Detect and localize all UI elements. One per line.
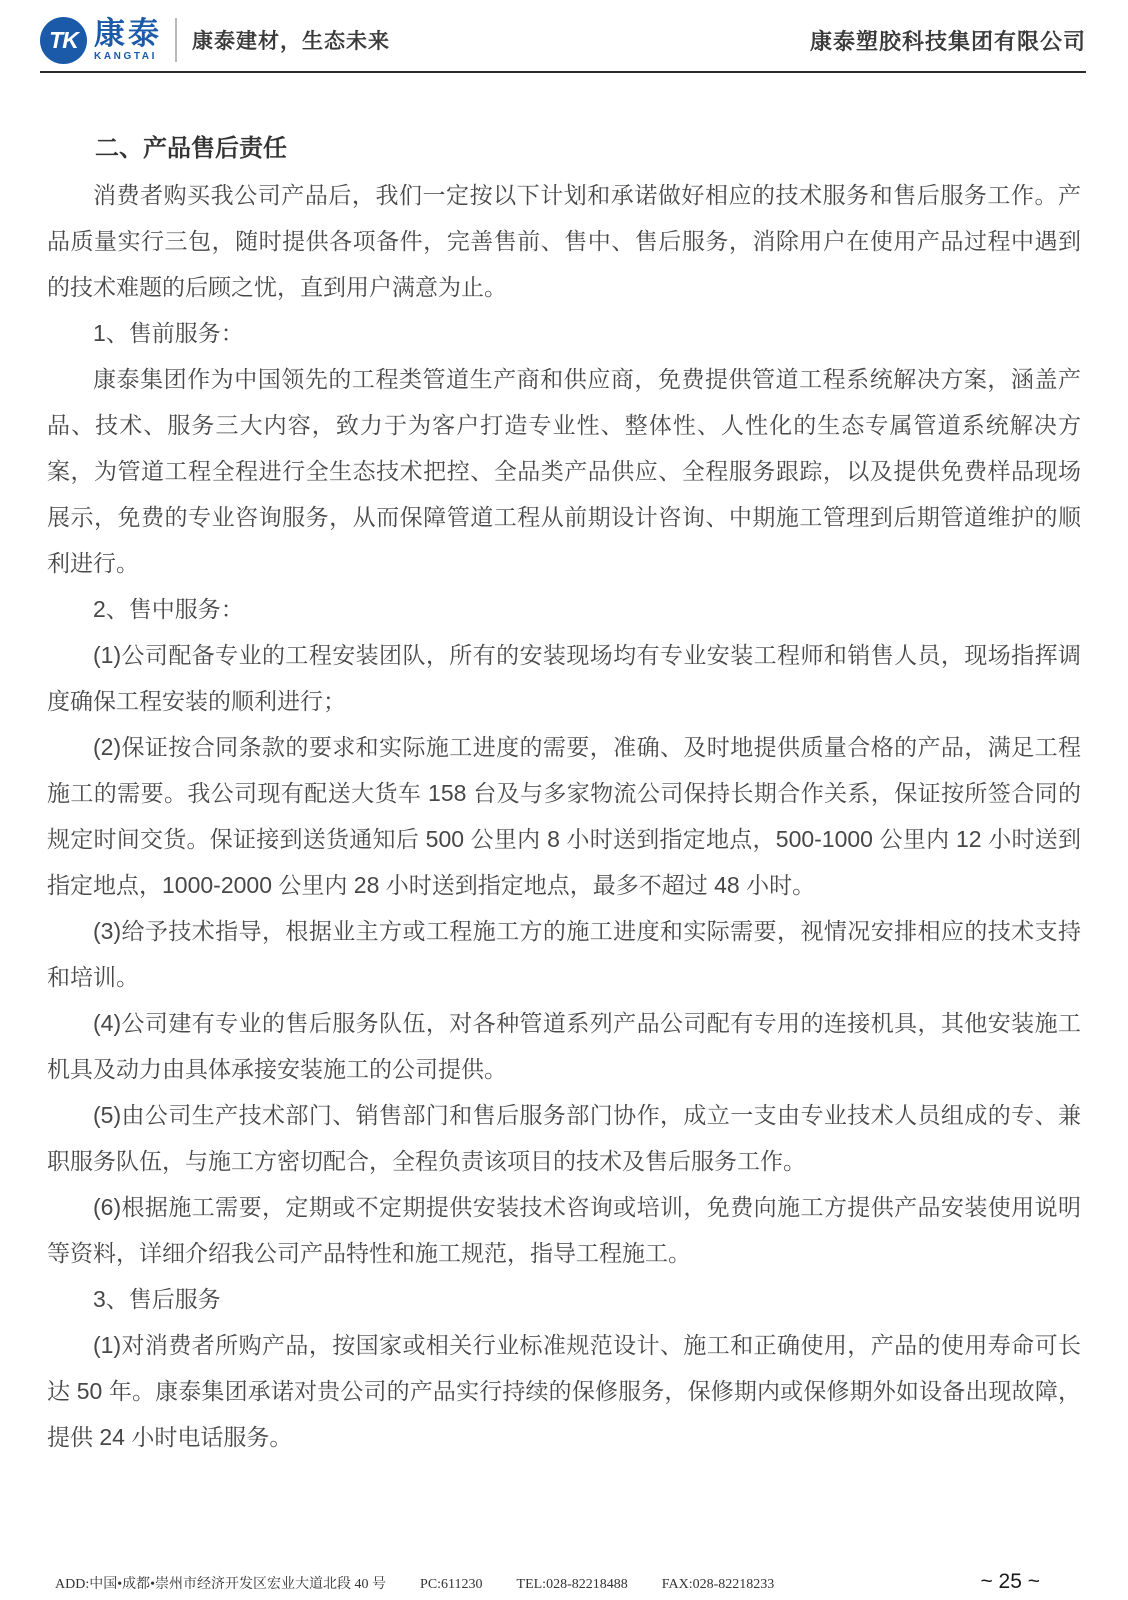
company-name: 康泰塑胶科技集团有限公司 xyxy=(809,28,1086,54)
brand-name-cn: 康泰 xyxy=(94,16,162,51)
section-subheading: 1、售前服务： xyxy=(93,320,244,346)
paragraph: (4)公司建有专业的售后服务队伍，对各种管道系列产品公司配有专用的连接机具，其他安装施工机具及动力由具体承接安装施工的公司提供。 xyxy=(47,1010,1081,1082)
section-subheading: 3、售后服务 xyxy=(93,1286,221,1312)
footer-fax: FAX:028-82218233 xyxy=(661,1577,775,1592)
paragraph: (5)由公司生产技术部门、销售部门和售后服务部门协作，成立一支由专业技术人员组成的专、兼职服务队伍，与施工方密切配合，全程负责该项目的技术及售后服务工作。 xyxy=(47,1102,1081,1174)
logo-monogram-icon xyxy=(40,17,87,64)
section-heading: 二、产品售后责任 xyxy=(95,135,287,162)
paragraph: 消费者购买我公司产品后，我们一定按以下计划和承诺做好相应的技术服务和售后服务工作。产品质量实行三包，随时提供各项备件，完善售前、售中、售后服务，消除用户在使用产品过程中遇到的技术难题的后顾之忧，直到用户满意为止。 xyxy=(47,182,1081,300)
footer-postcode: PC:611230 xyxy=(420,1577,483,1592)
section-subheading: 2、售中服务： xyxy=(93,596,244,622)
paragraph: (6)根据施工需要，定期或不定期提供安装技术咨询或培训，免费向施工方提供产品安装使用说明等资料，详细介绍我公司产品特性和施工规范，指导工程施工。 xyxy=(47,1194,1081,1266)
footer-tel: TEL:028-82218488 xyxy=(516,1577,628,1592)
paragraph: (3)给予技术指导，根据业主方或工程施工方的施工进度和实际需要，视情况安排相应的技术支持和培训。 xyxy=(47,918,1081,990)
logo-monogram-text: TK xyxy=(49,26,78,53)
page-header xyxy=(40,14,1086,66)
page-number: ~ 25 ~ xyxy=(980,1570,1040,1593)
paragraph: 康泰集团作为中国领先的工程类管道生产商和供应商，免费提供管道工程系统解决方案，涵盖产品、技术、服务三大内容，致力于为客户打造专业性、整体性、人性化的生态专属管道系统解决方案，为管道工程全程进行全生态技术把控、全品类产品供应、全程服务跟踪，以及提供免费样品现场展示，免费的专业咨询服务，从而保障管道工程从前期设计咨询、中期施工管理到后期管道维护的顺利进行。 xyxy=(47,366,1081,576)
document-content xyxy=(47,126,1081,1460)
paragraph: (1)公司配备专业的工程安装团队，所有的安装现场均有专业安装工程师和销售人员，现场指挥调度确保工程安装的顺利进行； xyxy=(47,642,1081,714)
header-rule-line xyxy=(40,71,1086,73)
paragraph: (2)保证按合同条款的要求和实际施工进度的需要，准确、及时地提供质量合格的产品，满足工程施工的需要。我公司现有配送大货车 158 台及与多家物流公司保持长期合作关系，保证按所签合同的规定时间交货。保证接到送货通知后 500 公里内 8 小时送到指定地点，500-1000 公里内 12 小时送到指定地点，1000-2000 公里内 28 小时送到指定地点，最多不超过 48 小时。 xyxy=(47,734,1081,898)
paragraph: (1)对消费者所购产品，按国家或相关行业标准规范设计、施工和正确使用，产品的使用寿命可长达 50 年。康泰集团承诺对贵公司的产品实行持续的保修服务，保修期内或保修期外如设备出现故障，提供 24 小时电话服务。 xyxy=(47,1332,1081,1450)
page-footer xyxy=(55,1570,1078,1594)
header-vertical-divider xyxy=(175,18,177,62)
paragraph-list xyxy=(47,172,1081,1460)
company-logo xyxy=(40,17,162,64)
company-slogan: 康泰建材，生态未来 xyxy=(192,30,390,53)
footer-address: ADD:中国•成都•崇州市经济开发区宏业大道北段 40 号 xyxy=(55,1577,387,1592)
brand-name-en: KANGTAI xyxy=(94,51,158,62)
brand-block xyxy=(94,18,162,62)
